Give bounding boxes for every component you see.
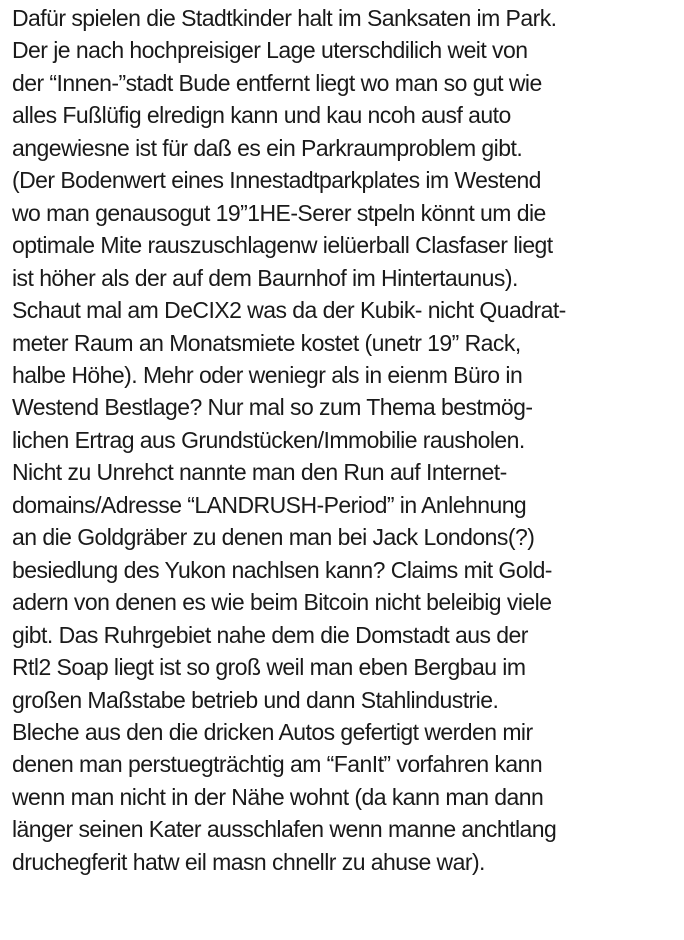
text-line: denen man perstuegträchtig am “FanIt” vorfahren kann — [12, 751, 543, 778]
text-line: großen Maßstabe betrieb und dann Stahlindustrie. — [12, 686, 499, 713]
text-line: wo man genausogut 19”1HE-Serer stpeln könnt um die — [12, 199, 546, 226]
text-line: der “Innen-”stadt Bude entfernt liegt wo man so gut wie — [12, 69, 542, 96]
text-line: halbe Höhe). Mehr oder weniegr als in eienm Büro in — [12, 361, 523, 388]
text-line: besiedlung des Yukon nachlsen kann? Claims mit Gold- — [12, 556, 552, 583]
text-line: Westend Bestlage? Nur mal so zum Thema bestmög- — [12, 394, 533, 421]
text-line: Schaut mal am DeCIX2 was da der Kubik- nicht Quadrat- — [12, 297, 566, 324]
text-line: angewiesne ist für daß es ein Parkraumproblem gibt. — [12, 134, 523, 161]
text-line: wenn man nicht in der Nähe wohnt (da kann man dann — [12, 783, 544, 810]
text-line: domains/Adresse “LANDRUSH-Period” in Anlehnung — [12, 491, 527, 518]
text-line: druchegferit hatw eil masn chnellr zu ahuse war). — [12, 848, 485, 875]
text-line: optimale Mite rauszuschlagenw ielüerball Clasfaser liegt — [12, 232, 553, 259]
body-text — [12, 2, 678, 878]
text-line: Rtl2 Soap liegt ist so groß weil man eben Bergbau im — [12, 654, 526, 681]
text-line: alles Fußlüfig elredign kann und kau ncoh ausf auto — [12, 102, 511, 129]
text-line: ist höher als der auf dem Baurnhof im Hintertaunus). — [12, 264, 518, 291]
text-line: länger seinen Kater ausschlafen wenn manne anchtlang — [12, 816, 557, 843]
text-line: Nicht zu Unrehct nannte man den Run auf Internet- — [12, 459, 507, 486]
text-line: gibt. Das Ruhrgebiet nahe dem die Domstadt aus der — [12, 621, 528, 648]
text-line: adern von denen es wie beim Bitcoin nicht beleibig viele — [12, 589, 552, 616]
text-line: meter Raum an Monatsmiete kostet (unetr 19” Rack, — [12, 329, 521, 356]
text-line: an die Goldgräber zu denen man bei Jack Londons(?) — [12, 524, 535, 551]
text-line: Dafür spielen die Stadtkinder halt im Sanksaten im Park. — [12, 5, 557, 31]
text-line: Der je nach hochpreisiger Lage uterschdilich weit von — [12, 37, 528, 64]
text-line: Bleche aus den die dricken Autos gefertigt werden mir — [12, 718, 533, 745]
text-line: lichen Ertrag aus Grundstücken/Immobilie rausholen. — [12, 426, 525, 453]
text-line: (Der Bodenwert eines Innestadtparkplates im Westend — [12, 167, 541, 194]
